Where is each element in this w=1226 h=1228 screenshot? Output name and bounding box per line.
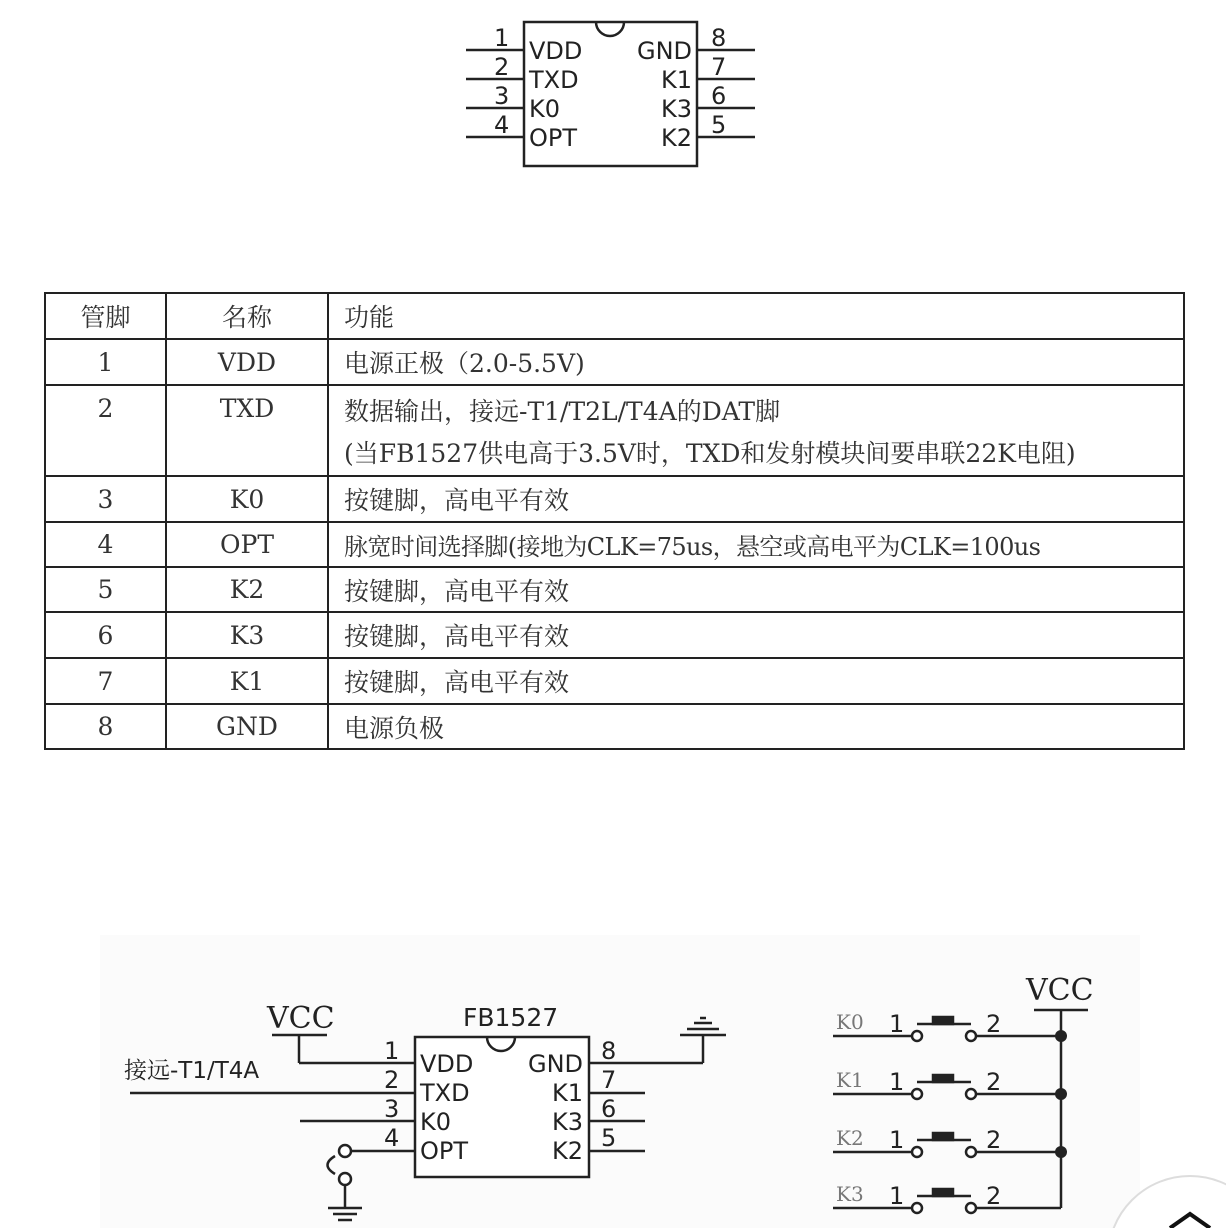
pinout-diagram [0, 0, 1226, 200]
name-cell: OPT [166, 522, 328, 567]
pin-cell: 4 [45, 522, 166, 567]
pin-number: 3 [384, 1095, 400, 1123]
chip-name: FB1527 [463, 1003, 559, 1032]
pin-number: 2 [384, 1066, 400, 1094]
function-line: 数据输出，接远-T1/T2L/T4A的DAT脚 [344, 396, 781, 426]
pin-cell: 1 [45, 339, 166, 385]
switch-terminal: 1 [889, 1182, 905, 1210]
function-cell: 按键脚，高电平有效 [328, 612, 1184, 658]
pin-label: GND [636, 37, 692, 65]
switch-k3 [833, 1189, 1061, 1213]
pin-number: 7 [711, 53, 727, 81]
pin-label: K0 [420, 1108, 452, 1136]
pin-label: OPT [529, 124, 578, 152]
table-header: 功能 [328, 293, 1184, 339]
pin-number: 1 [384, 1037, 400, 1065]
name-cell: K0 [166, 476, 328, 522]
pin-number: 2 [494, 53, 510, 81]
table-row [45, 522, 1184, 567]
name-cell: GND [166, 704, 328, 749]
table-row [45, 612, 1184, 658]
pin-cell: 7 [45, 658, 166, 704]
table-header-row [45, 293, 1184, 339]
function-cell: 按键脚，高电平有效 [328, 567, 1184, 612]
pin-number: 5 [601, 1124, 617, 1152]
switch-label: K0 [836, 1010, 864, 1034]
pin-number: 4 [384, 1124, 400, 1152]
pin-label: K2 [660, 124, 692, 152]
junction-dot [1055, 1146, 1067, 1158]
pin-label: K1 [660, 66, 692, 94]
switch-terminal: 2 [986, 1126, 1002, 1154]
pin-number: 1 [494, 24, 510, 52]
table-row [45, 339, 1184, 385]
table-header: 名称 [166, 293, 328, 339]
junction-dot [1055, 1088, 1067, 1100]
pin-number: 7 [601, 1066, 617, 1094]
pin-label: K0 [529, 95, 561, 123]
pin-number: 6 [711, 82, 727, 110]
input-label: 接远-T1/T4A [124, 1058, 260, 1084]
function-cell: 电源正极（2.0-5.5V) [328, 339, 1184, 385]
pin-number: 6 [601, 1095, 617, 1123]
switch-terminal: 1 [889, 1068, 905, 1096]
application-circuit [0, 928, 1226, 1228]
name-cell: K3 [166, 612, 328, 658]
switch-terminal: 2 [986, 1068, 1002, 1096]
name-cell: VDD [166, 339, 328, 385]
name-cell: K1 [166, 658, 328, 704]
switch-terminal: 2 [986, 1010, 1002, 1038]
function-cell: 脉宽时间选择脚(接地为CLK=75us，悬空或高电平为CLK=100us [328, 522, 1184, 567]
pin-label: K3 [660, 95, 692, 123]
scroll-top-button[interactable] [1108, 1176, 1226, 1228]
pin-label: K3 [551, 1108, 583, 1136]
table-row [45, 567, 1184, 612]
pin-number: 8 [711, 24, 727, 52]
function-cell [328, 385, 1184, 476]
pin-label: TXD [420, 1079, 470, 1107]
vcc-label-right: VCC [1026, 973, 1094, 1008]
switch-k1 [833, 1075, 1061, 1099]
table-header: 管脚 [45, 293, 166, 339]
switch-k2 [833, 1133, 1061, 1157]
junction-dot [1055, 1030, 1067, 1042]
name-cell: TXD [166, 385, 328, 476]
switch-label: K2 [836, 1126, 864, 1150]
pin-label: OPT [420, 1137, 469, 1165]
pin-label: VDD [420, 1050, 474, 1078]
pin-cell: 3 [45, 476, 166, 522]
switch-k0 [833, 1017, 1061, 1041]
pin-cell: 6 [45, 612, 166, 658]
pin-number: 8 [601, 1037, 617, 1065]
table-row [45, 476, 1184, 522]
pin-label: K1 [551, 1079, 583, 1107]
pin-number: 3 [494, 82, 510, 110]
pin-cell: 2 [45, 385, 166, 476]
table-row [45, 658, 1184, 704]
pin-cell: 8 [45, 704, 166, 749]
function-cell: 按键脚，高电平有效 [328, 658, 1184, 704]
pin-label: TXD [529, 66, 579, 94]
pin-label: GND [527, 1050, 583, 1078]
switch-label: K1 [836, 1068, 864, 1092]
pin-number: 4 [494, 111, 510, 139]
switch-terminal: 1 [889, 1010, 905, 1038]
name-cell: K2 [166, 567, 328, 612]
pin-cell: 5 [45, 567, 166, 612]
switch-terminal: 1 [889, 1126, 905, 1154]
function-cell: 按键脚，高电平有效 [328, 476, 1184, 522]
vcc-label-left: VCC [267, 1001, 335, 1036]
pin-number: 5 [711, 111, 727, 139]
function-cell: 电源负极 [328, 704, 1184, 749]
switch-terminal: 2 [986, 1182, 1002, 1210]
pin-function-table [44, 292, 1185, 750]
pin-label: K2 [551, 1137, 583, 1165]
function-note: (当FB1527供电高于3.5V时，TXD和发射模块间要串联22K电阻) [344, 438, 1076, 468]
switch-label: K3 [836, 1182, 864, 1206]
pin-label: VDD [529, 37, 583, 65]
table-row [45, 704, 1184, 749]
table-row [45, 385, 1184, 476]
